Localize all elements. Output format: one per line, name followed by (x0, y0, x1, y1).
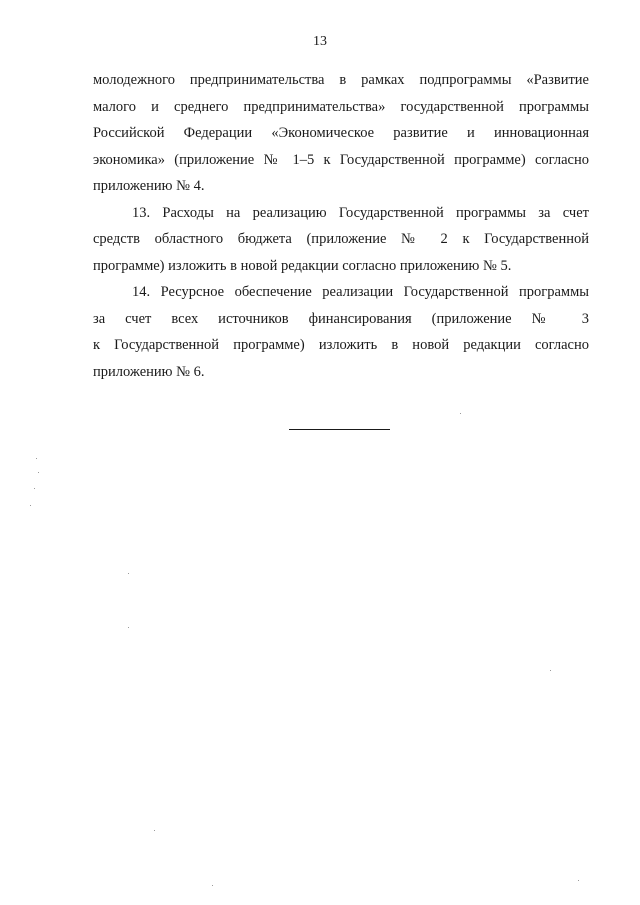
paragraph-continuation (93, 67, 589, 200)
text-line: 14. Ресурсное обеспечение реализации Государственной программы (132, 284, 589, 300)
scan-speck (38, 472, 39, 473)
text-line: 13. Расходы на реализацию Государственной программы за счет (132, 204, 589, 221)
text-line: за счет всех источников финансирования (приложение № 3 (93, 310, 589, 327)
scan-speck (128, 627, 129, 628)
scan-speck (154, 830, 155, 831)
text-line: средств областного бюджета (приложение № 2 к Государственной (93, 231, 589, 247)
scan-speck (212, 885, 213, 886)
end-separator-line (289, 429, 390, 430)
paragraph-item-14 (93, 279, 589, 385)
text-line: приложению № 6. (93, 363, 205, 380)
text-line: экономика» (приложение № 1–5 к Государственной программе) согласно (93, 151, 589, 168)
text-line: приложению № 4. (93, 178, 205, 194)
scan-speck (460, 413, 461, 414)
scan-speck (578, 880, 579, 881)
text-line: молодежного предпринимательства в рамках подпрограммы «Развитие (93, 72, 589, 88)
text-line: малого и среднего предпринимательства» государственной программы (93, 98, 589, 115)
page-number: 13 (313, 34, 327, 49)
scan-speck (30, 505, 31, 506)
text-line: программе) изложить в новой редакции согласно приложению № 5. (93, 257, 512, 274)
scan-speck (550, 670, 551, 671)
paragraph-item-13 (93, 200, 589, 280)
text-line: Российской Федерации «Экономическое развитие и инновационная (93, 125, 589, 141)
scan-speck (128, 573, 129, 574)
scan-speck (34, 488, 35, 489)
text-line: к Государственной программе) изложить в новой редакции согласно (93, 337, 589, 353)
scan-speck (36, 458, 37, 459)
